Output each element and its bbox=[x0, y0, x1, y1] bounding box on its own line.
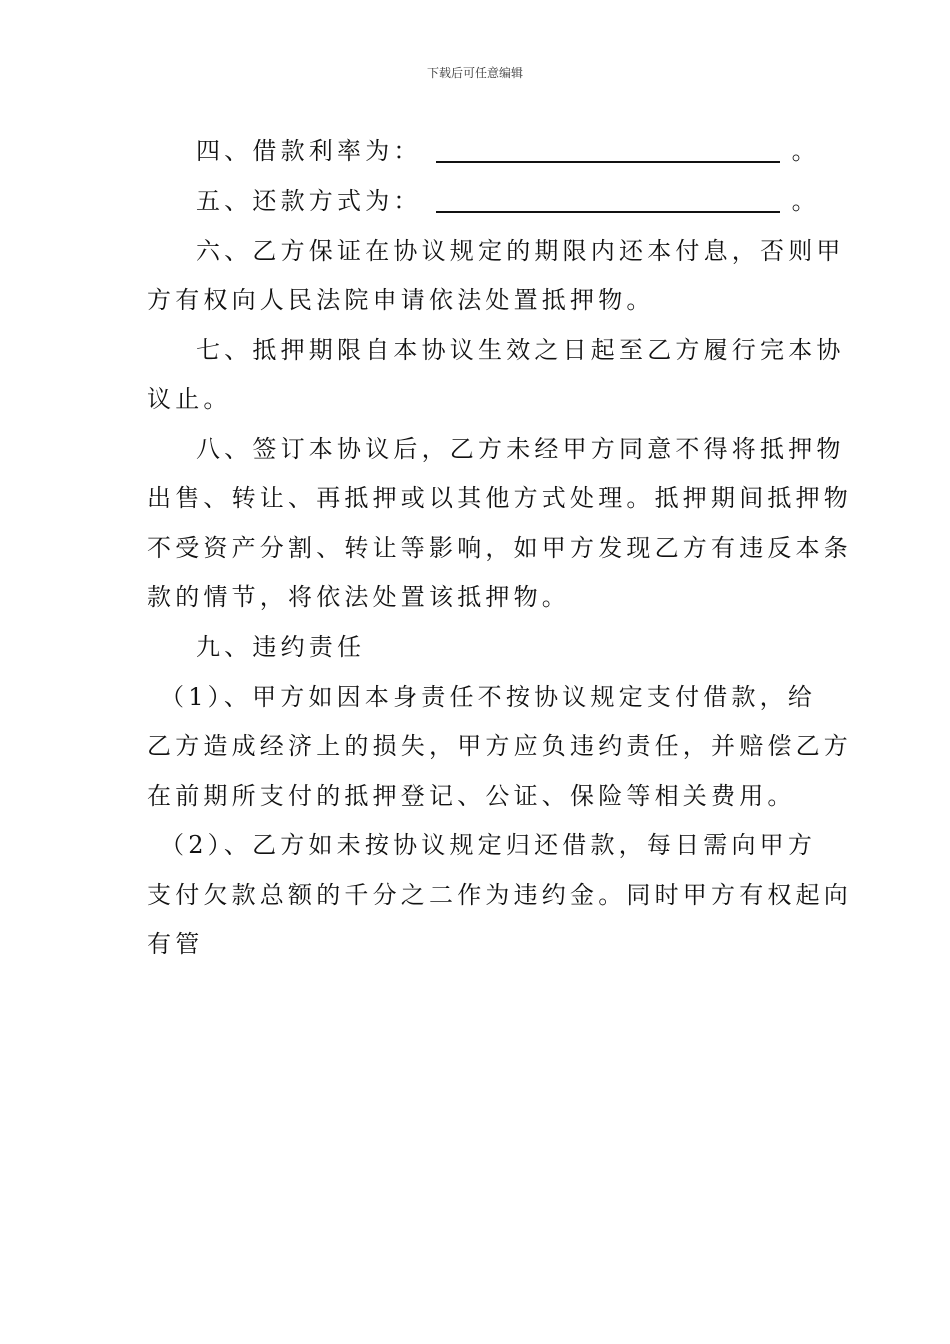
clause-5-repayment-method bbox=[196, 186, 820, 216]
clause-8-line-3: 不受资产分割、转让等影响，如甲方发现乙方有违反本条 bbox=[147, 534, 852, 562]
clause-8-line-1: 八、签订本协议后，乙方未经甲方同意不得将抵押物 bbox=[196, 435, 845, 463]
clause-4-interest-rate bbox=[196, 136, 820, 166]
clause-9-1-line-2: 乙方造成经济上的损失，甲方应负违约责任，并赔偿乙方 bbox=[147, 732, 852, 760]
clause-9-2-line-2: 支付欠款总额的千分之二作为违约金。同时甲方有权起向 bbox=[147, 881, 852, 909]
clause-7-line-2: 议止。 bbox=[147, 385, 232, 413]
clause-8-line-2: 出售、转让、再抵押或以其他方式处理。抵押期间抵押物 bbox=[147, 484, 852, 512]
clause-4-end: 。 bbox=[791, 137, 820, 165]
clause-9-2-line-1: （2）、乙方如未按协议规定归还借款，每日需向甲方 bbox=[160, 831, 817, 859]
clause-8-line-4: 款的情节，将依法处置该抵押物。 bbox=[147, 583, 570, 611]
clause-5-label: 五、还款方式为： bbox=[196, 187, 422, 215]
clause-9-1-line-3: 在前期所支付的抵押登记、公证、保险等相关费用。 bbox=[147, 782, 796, 810]
clause-9-heading: 九、违约责任 bbox=[196, 633, 366, 661]
clause-6-line-2: 方有权向人民法院申请依法处置抵押物。 bbox=[147, 286, 655, 314]
interest-rate-blank-field[interactable] bbox=[436, 139, 780, 163]
clause-4-label: 四、借款利率为： bbox=[196, 137, 422, 165]
clause-9-1-line-1: （1）、甲方如因本身责任不按协议规定支付借款，给 bbox=[160, 683, 817, 711]
clause-7-line-1: 七、抵押期限自本协议生效之日起至乙方履行完本协 bbox=[196, 336, 845, 364]
clause-5-end: 。 bbox=[791, 187, 820, 215]
clause-9-2-line-3: 有管 bbox=[147, 930, 204, 958]
page-header: 下载后可任意编辑 bbox=[426, 66, 523, 80]
clause-6-line-1: 六、乙方保证在协议规定的期限内还本付息，否则甲 bbox=[196, 237, 845, 265]
repayment-method-blank-field[interactable] bbox=[436, 189, 780, 213]
